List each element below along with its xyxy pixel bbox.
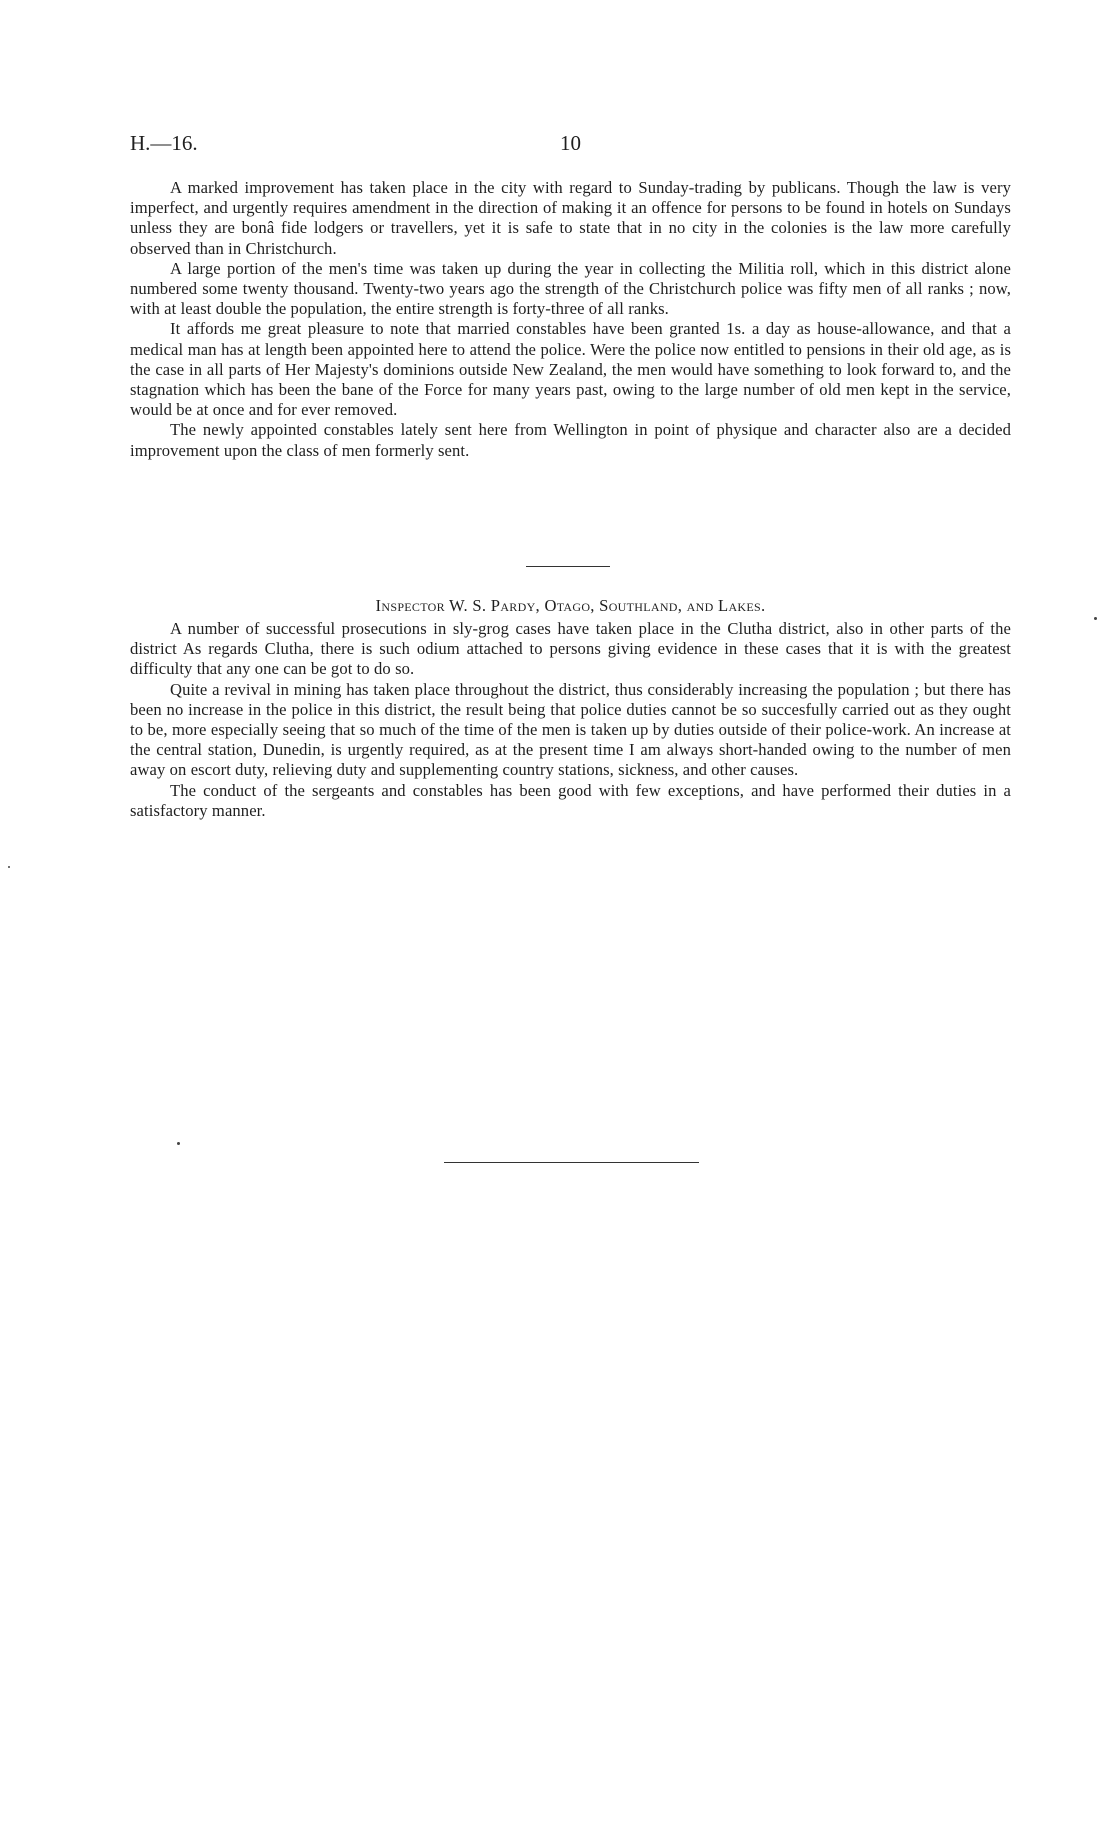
section-heading: Inspector W. S. Pardy, Otago, Southland, and Lakes. (375, 596, 766, 615)
paragraph-new-constables: The newly appointed constables lately sent here from Wellington in point of physique and character also are a decided improvement upon the class of men formerly sent. (130, 420, 1011, 460)
otago-report-section (130, 619, 1011, 821)
end-rule (444, 1162, 699, 1163)
page-header (130, 131, 1010, 161)
paragraph-militia-roll: A large portion of the men's time was taken up during the year in collecting the Militia roll, which in this district alone numbered some twenty thousand. Twenty-two years ago the strength of the Christchurch police was fifty men of all ranks ; now, with at least double the population, the entire strength is forty-three of all ranks. (130, 258, 1011, 319)
paragraph-mining-revival: Quite a revival in mining has taken place throughout the district, thus considerably increasing the population ; but there has been no increase in the police in this district, the result being that police duties cannot be so succesfully carried out as they ought to be, more especially seeing that so much of the time of the men is taken up by duties outside of their police-work. An increase at the central station, Dunedin, is urgently required, as at the present time I am always short-handed owing to the number of men away on escort duty, relieving duty and supplementing country stations, sickness, and other causes. (130, 679, 1011, 780)
page-number: 10 (560, 131, 581, 155)
christchurch-report-section (130, 178, 1011, 461)
print-speck (8, 866, 10, 868)
paragraph-house-allowance: It affords me great pleasure to note that married constables have been granted 1s. a day as house-allowance, and that a medical man has at length been appointed here to attend the police. Were the police now entitled to pensions in their old age, as is the case in all parts of Her Majesty's dominions outside New Zealand, the men would have something to look forward to, and the stagnation which has been the bane of the Force for many years past, owing to the large number of old men kept in the service, would be at once and for ever removed. (130, 319, 1011, 420)
paragraph-conduct: The conduct of the sergeants and constables has been good with few exceptions, and have performed their duties in a satisfactory manner. (130, 780, 1011, 820)
print-speck (177, 1142, 180, 1145)
section-divider (526, 566, 610, 567)
document-reference: H.—16. (130, 131, 198, 155)
paragraph-sunday-trading: A marked improvement has taken place in the city with regard to Sunday-trading by publicans. Though the law is very imperfect, and urgently requires amendment in the direction of making it an offence for persons to be found in hotels on Sundays unless they are bonâ fide lodgers or travellers, yet it is safe to state that in no city in the colonies is the law more carefully observed than in Christchurch. (130, 178, 1011, 258)
print-speck (1094, 617, 1097, 620)
paragraph-sly-grog: A number of successful prosecutions in sly-grog cases have taken place in the Clutha district, also in other parts of the district As regards Clutha, there is such odium attached to persons giving evidence in these cases that it is with the greatest difficulty that any one can be got to do so. (130, 619, 1011, 679)
